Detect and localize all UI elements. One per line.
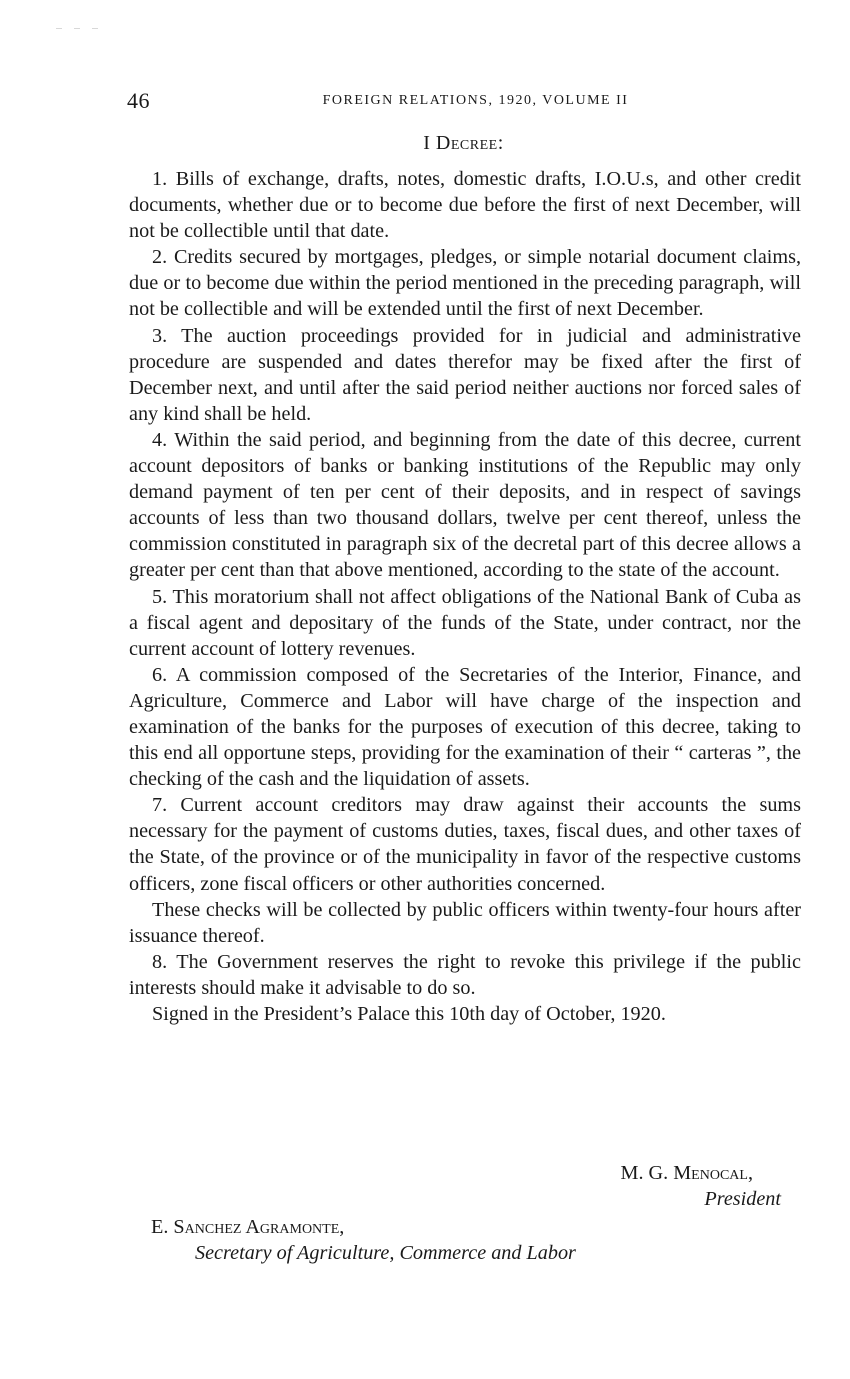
decree-heading-suffix: : <box>497 132 504 154</box>
page-header <box>127 88 800 118</box>
secretary-name: E. Sanchez Agramonte, <box>151 1216 345 1238</box>
paragraph-5: 5. This moratorium shall not affect obligations of the National Bank of Cuba as a fiscal agent and depositary of the funds of the State, under contract, nor the current account of lottery revenues. <box>129 585 801 660</box>
president-signature <box>129 1160 781 1212</box>
paragraph-4: 4. Within the said period, and beginning from the date of this decree, current account depositors of banks or banking institutions of the Republic may only demand payment of ten per cent of their deposits, and in respect of savings accounts of less than two thousand dollars, twelve per cent thereof, unless the commission constituted in paragraph six of the decretal part of this decree allows a greater per cent than that above mentioned, according to the state of the account. <box>129 428 801 582</box>
decree-heading-prefix: I <box>423 132 436 154</box>
paragraph-8: 8. The Government reserves the right to revoke this privilege if the public interests should make it advisable to do so. <box>129 950 801 999</box>
decree-heading <box>127 132 800 155</box>
scan-marks <box>56 16 116 20</box>
secretary-signature <box>151 1214 751 1266</box>
signed-line: Signed in the President’s Palace this 10th day of October, 1920. <box>152 1003 666 1025</box>
president-title: President <box>704 1188 781 1210</box>
page-number: 46 <box>127 88 150 113</box>
paragraph-3: 3. The auction proceedings provided for in judicial and administrative procedure are suspended and dates therefor may be fixed after the first of December next, and until after the said period neither auctions nor forced sales of any kind shall be held. <box>129 324 801 425</box>
paragraph-7: 7. Current account creditors may draw against their accounts the sums necessary for the payment of customs duties, taxes, fiscal dues, and other taxes of the State, of the province or of the municipality in favor of the respective customs officers, zone fiscal officers or other authorities concerned. <box>129 794 801 895</box>
paragraph-2: 2. Credits secured by mortgages, pledges, or simple notarial document claims, due or to become due within the period mentioned in the preceding paragraph, will not be collectible and will be extended until the first of next December. <box>129 246 801 321</box>
running-head: FOREIGN RELATIONS, 1920, VOLUME II <box>322 93 629 108</box>
paragraph-6: 6. A commission composed of the Secretaries of the Interior, Finance, and Agriculture, Commerce and Labor will have charge of the inspection and examination of the banks for the purposes of execution of this decree, taking to this end all opportune steps, providing for the examination of their “ carteras ”, the checking of the cash and the liquidation of assets. <box>129 663 801 791</box>
president-name: M. G. Menocal, <box>620 1162 753 1184</box>
decree-body <box>129 166 801 1027</box>
paragraph-1: 1. Bills of exchange, drafts, notes, domestic drafts, I.O.U.s, and other credit documents, whether due or to become due before the first of next December, will not be collectible until that date. <box>129 168 801 243</box>
secretary-title: Secretary of Agriculture, Commerce and Labor <box>195 1242 576 1264</box>
decree-heading-word: Decree <box>435 132 498 154</box>
paragraph-7-checks: These checks will be collected by public officers within twenty-four hours after issuance thereof. <box>129 898 801 947</box>
